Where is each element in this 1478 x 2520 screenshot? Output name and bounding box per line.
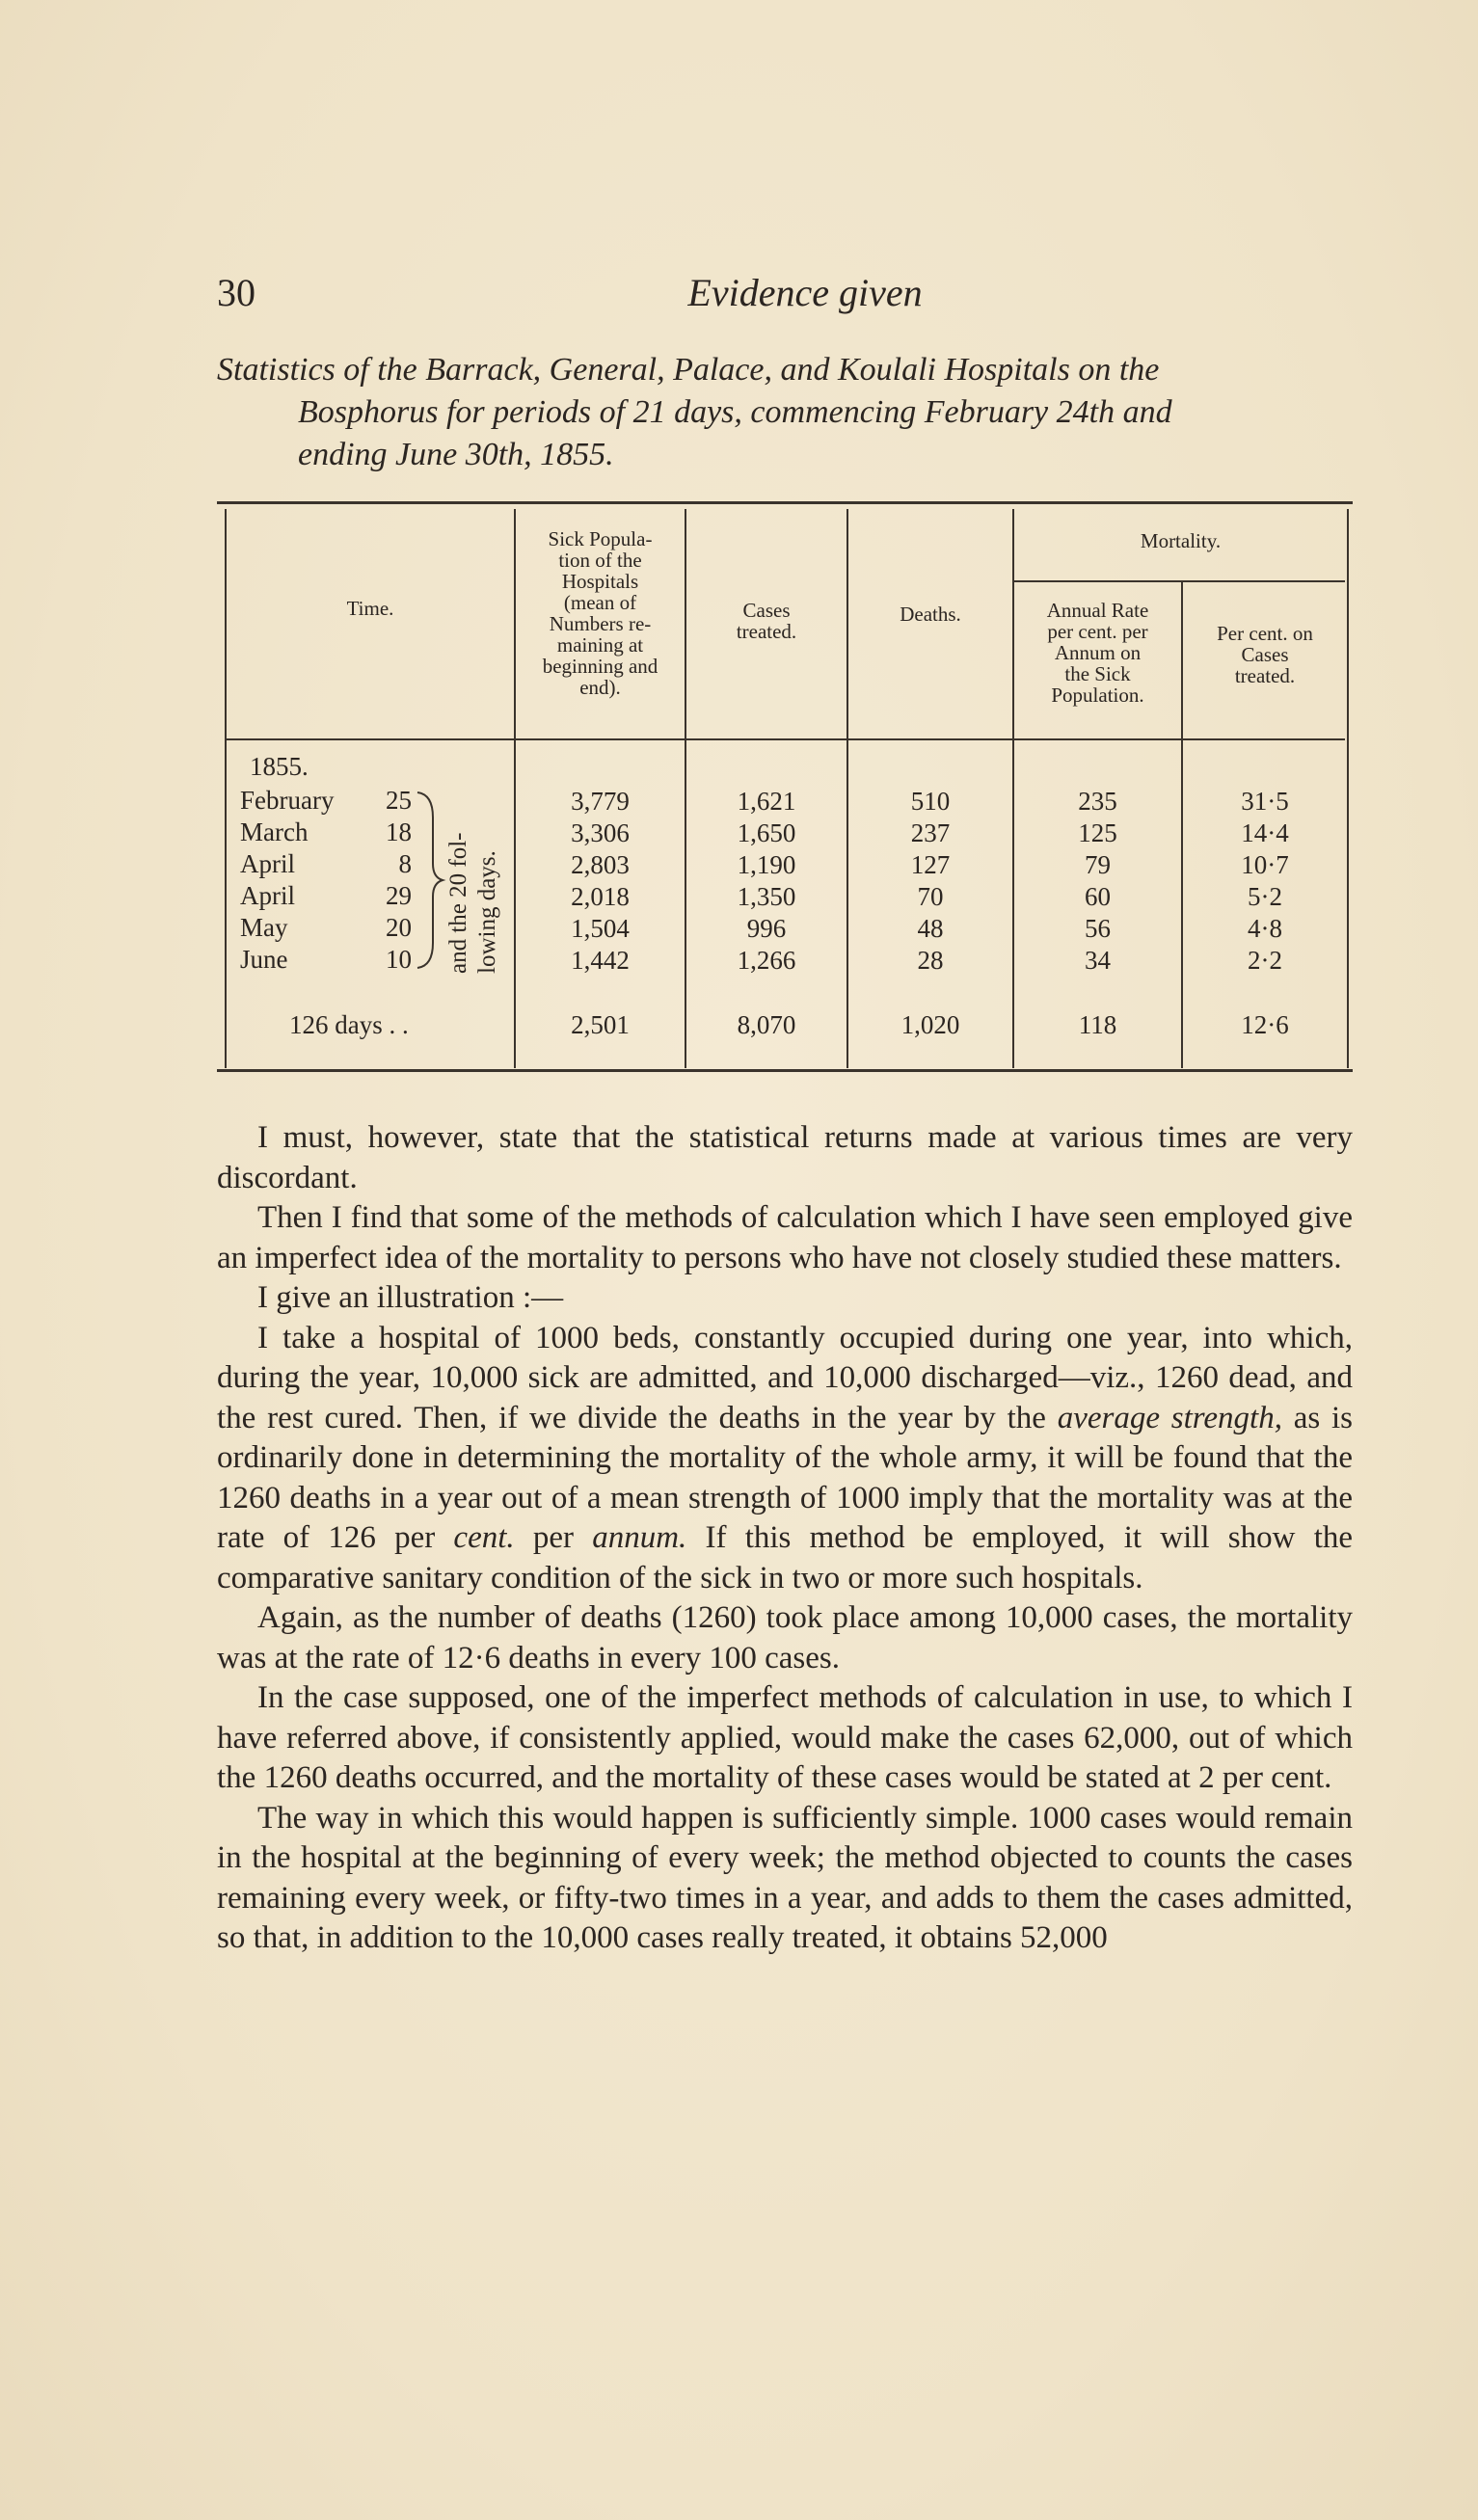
header-line: Per cent. on (1217, 622, 1313, 645)
year-label: 1855. (250, 752, 309, 781)
brace-label (444, 833, 502, 974)
emphasis: cent. (453, 1520, 515, 1555)
cell-annual-rate: 125 (1078, 818, 1117, 847)
row-day: 10 (386, 945, 412, 974)
header-time: Time. (346, 597, 394, 620)
emphasis: average strength, (1057, 1400, 1282, 1435)
paragraph: The way in which this would happen is sufficiently simple. 1000 cases would remain in the hospital at the beginning of every week; the method objected to counts the cases remaining every week, or fifty-two times in a year, and adds to them the cases admitted, so that, in addition to the 10,000 cases really treated, it obtains 52,000 (217, 1800, 1353, 1955)
page-number: 30 (217, 271, 255, 314)
cell-annual-rate: 34 (1085, 946, 1111, 975)
header-line: end). (579, 676, 621, 699)
header-line: Annual Rate (1046, 599, 1149, 622)
header-line: Population. (1051, 684, 1144, 707)
text-run: as is ordinarily done in determining the mortality of the whole army, it will be found that the 1260 deaths in a year out of a mean strength of 1000 imply that the mortality was at the rate of 126 per (217, 1400, 1354, 1555)
cell-cases: 1,621 (737, 787, 796, 816)
header-annual-rate (1014, 600, 1181, 706)
row-day: 29 (386, 881, 412, 910)
header-line: Cases (742, 599, 791, 622)
row-month: May (240, 913, 288, 942)
paragraph: Then I find that some of the methods of calculation which I have seen employed give an imperfect idea of the mortality to persons who have not closely studied these matters. (217, 1200, 1353, 1275)
header-line: maining at (556, 633, 644, 657)
emphasis: annum. (592, 1520, 687, 1555)
header-line: Sick Popula- (548, 527, 653, 550)
cell-deaths: 70 (917, 882, 944, 911)
cell-sick: 1,442 (571, 946, 630, 975)
brace-label-line-2: lowing days. (474, 850, 500, 974)
cell-annual-rate: 60 (1085, 882, 1111, 911)
caption-line-3: ending June 30th, 1855. (298, 437, 614, 472)
cell-percent-cases: 2·2 (1248, 946, 1282, 975)
total-label: 126 days . . (289, 1010, 409, 1039)
header-bottom-rule (227, 738, 1345, 740)
cell-annual-rate: 56 (1085, 914, 1111, 943)
cell-percent-cases: 4·8 (1248, 914, 1282, 943)
cell-sick: 2,018 (571, 882, 630, 911)
total-sick: 2,501 (571, 1010, 630, 1039)
cell-cases: 1,266 (737, 946, 796, 975)
header-line: per cent. per (1047, 620, 1148, 643)
row-month: April (240, 881, 295, 910)
row-day: 25 (386, 786, 412, 815)
mortality-subheader-rule (1014, 580, 1345, 582)
paragraph: In the case supposed, one of the imperfect methods of calculation in use, to which I have referred above, if consistently applied, would make the cases 62,000, out of which the 1260 deaths occurred, and the mortality of these cases would be stated at 2 per cent. (217, 1680, 1353, 1795)
column-rule (225, 509, 227, 1068)
row-day: 8 (398, 849, 412, 878)
cell-annual-rate: 235 (1078, 787, 1117, 816)
cell-sick: 1,504 (571, 914, 630, 943)
table-bottom-rule (217, 1069, 1353, 1072)
header-per-cent-cases (1183, 623, 1347, 686)
row-month: April (240, 849, 295, 878)
header-line: (mean of (563, 591, 637, 614)
cell-cases: 996 (746, 914, 787, 943)
header-deaths: Deaths. (900, 603, 961, 626)
paragraph (217, 1319, 1353, 1599)
cell-annual-rate: 79 (1085, 850, 1111, 879)
row-day: 18 (386, 818, 412, 846)
table-top-rule (217, 501, 1353, 504)
cell-deaths: 237 (910, 818, 951, 847)
total-cases: 8,070 (737, 1010, 796, 1039)
paragraph: Again, as the number of deaths (1260) took place among 10,000 cases, the mortality was at the rate of 12·6 deaths in every 100 cases. (217, 1600, 1353, 1676)
row-month: June (240, 945, 288, 974)
header-line: beginning and (542, 655, 658, 678)
header-line: Annum on (1054, 641, 1142, 664)
cell-sick: 3,779 (571, 787, 630, 816)
cell-deaths: 127 (910, 850, 951, 879)
header-line: Hospitals (561, 570, 639, 593)
paragraph: I give an illustration :— (257, 1280, 564, 1315)
cell-deaths: 48 (917, 914, 944, 943)
header-mortality: Mortality. (1140, 529, 1222, 552)
cell-percent-cases: 31·5 (1241, 787, 1289, 816)
cell-percent-cases: 5·2 (1248, 882, 1282, 911)
header-line: Cases (1241, 643, 1289, 666)
text-run: per (514, 1520, 593, 1555)
cell-sick: 3,306 (571, 818, 630, 847)
total-deaths: 1,020 (900, 1010, 960, 1039)
row-day: 20 (386, 913, 412, 942)
column-rule (1347, 509, 1349, 1068)
row-month: February (240, 786, 335, 815)
row-month: March (240, 818, 309, 846)
header-line: treated. (1234, 664, 1296, 687)
header-sick-population (516, 528, 685, 698)
brace-label-line-1: and the 20 fol- (445, 832, 471, 974)
body-text (217, 1118, 1353, 1959)
date-brace (414, 789, 446, 972)
total-percent-cases: 12·6 (1241, 1010, 1289, 1039)
cell-percent-cases: 14·4 (1241, 818, 1289, 847)
hospital-statistics-table (217, 501, 1353, 1072)
header-line: treated. (736, 620, 797, 643)
paragraph: I must, however, state that the statistical returns made at various times are very discordant. (217, 1120, 1353, 1195)
header-line: Numbers re- (549, 612, 652, 635)
total-annual-rate: 118 (1078, 1010, 1117, 1039)
cell-percent-cases: 10·7 (1241, 850, 1289, 879)
text-run: I take a hospital of 1000 beds, constantly occupied during one year, into which, during the year, 10,000 sick are admitted, and 10,000 discharged—viz., 1260 dead, and the rest cured. Then, if we divide the deaths in the year by the (217, 1320, 1353, 1435)
caption-line-2: Bosphorus for periods of 21 days, commencing February 24th and (298, 394, 1172, 430)
caption-line-1: Statistics of the Barrack, General, Palace, and Koulali Hospitals on the (217, 352, 1160, 388)
header-line: the Sick (1064, 662, 1131, 685)
header-cases-treated (686, 600, 846, 642)
table-caption (217, 349, 1353, 476)
text-run: If this method be employed, it will show the comparative sanitary condition of the sick in two or more such hospitals. (217, 1520, 1354, 1595)
cell-sick: 2,803 (571, 850, 630, 879)
page-header (217, 270, 1353, 318)
cell-cases: 1,350 (737, 882, 796, 911)
cell-cases: 1,190 (737, 850, 796, 879)
running-title: Evidence given (687, 271, 923, 314)
cell-cases: 1,650 (737, 818, 796, 847)
header-line: tion of the (558, 549, 642, 572)
cell-deaths: 28 (917, 946, 944, 975)
cell-deaths: 510 (910, 787, 951, 816)
